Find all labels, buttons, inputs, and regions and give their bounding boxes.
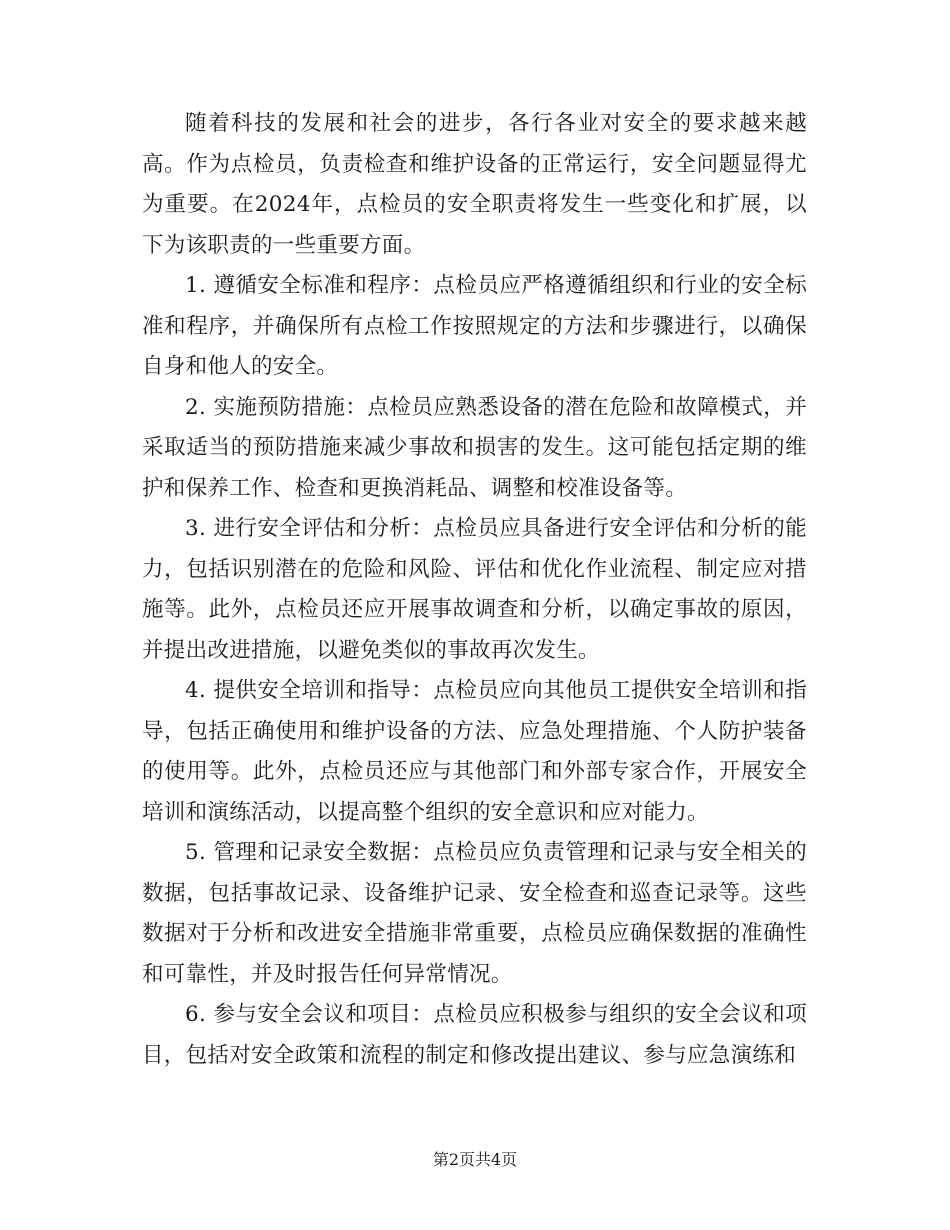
- item-3-paragraph: 3. 进行安全评估和分析：点检员应具备进行安全评估和分析的能力，包括识别潜在的危险和风险、评估和优化作业流程、制定应对措施等。此外，点检员还应开展事故调查和分析，以确定事故的原因，并提出改进措施，以避免类似的事故再次发生。: [142, 516, 807, 663]
- document-body: [142, 104, 807, 1076]
- item-5-paragraph: 5. 管理和记录安全数据：点检员应负责管理和记录与安全相关的数据，包括事故记录、设备维护记录、安全检查和巡查记录等。这些数据对于分析和改进安全措施非常重要，点检员应确保数据的准确性和可靠性，并及时报告任何异常情况。: [142, 840, 807, 987]
- item-6-paragraph: 6. 参与安全会议和项目：点检员应积极参与组织的安全会议和项目，包括对安全政策和流程的制定和修改提出建议、参与应急演练和: [142, 1002, 807, 1068]
- item-1-paragraph: 1. 遵循安全标准和程序：点检员应严格遵循组织和行业的安全标准和程序，并确保所有点检工作按照规定的方法和步骤进行，以确保自身和他人的安全。: [142, 273, 807, 379]
- intro-paragraph: 随着科技的发展和社会的进步，各行各业对安全的要求越来越高。作为点检员，负责检查和维护设备的正常运行，安全问题显得尤为重要。在2024年，点检员的安全职责将发生一些变化和扩展，以下为该职责的一些重要方面。: [142, 111, 807, 258]
- page-number-footer: 第2页共4页: [432, 1150, 518, 1169]
- item-2-paragraph: 2. 实施预防措施：点检员应熟悉设备的潜在危险和故障模式，并采取适当的预防措施来减少事故和损害的发生。这可能包括定期的维护和保养工作、检查和更换消耗品、调整和校准设备等。: [142, 394, 807, 501]
- item-4-paragraph: 4. 提供安全培训和指导：点检员应向其他员工提供安全培训和指导，包括正确使用和维护设备的方法、应急处理措施、个人防护装备的使用等。此外，点检员还应与其他部门和外部专家合作，开展安全培训和演练活动，以提高整个组织的安全意识和应对能力。: [142, 678, 807, 825]
